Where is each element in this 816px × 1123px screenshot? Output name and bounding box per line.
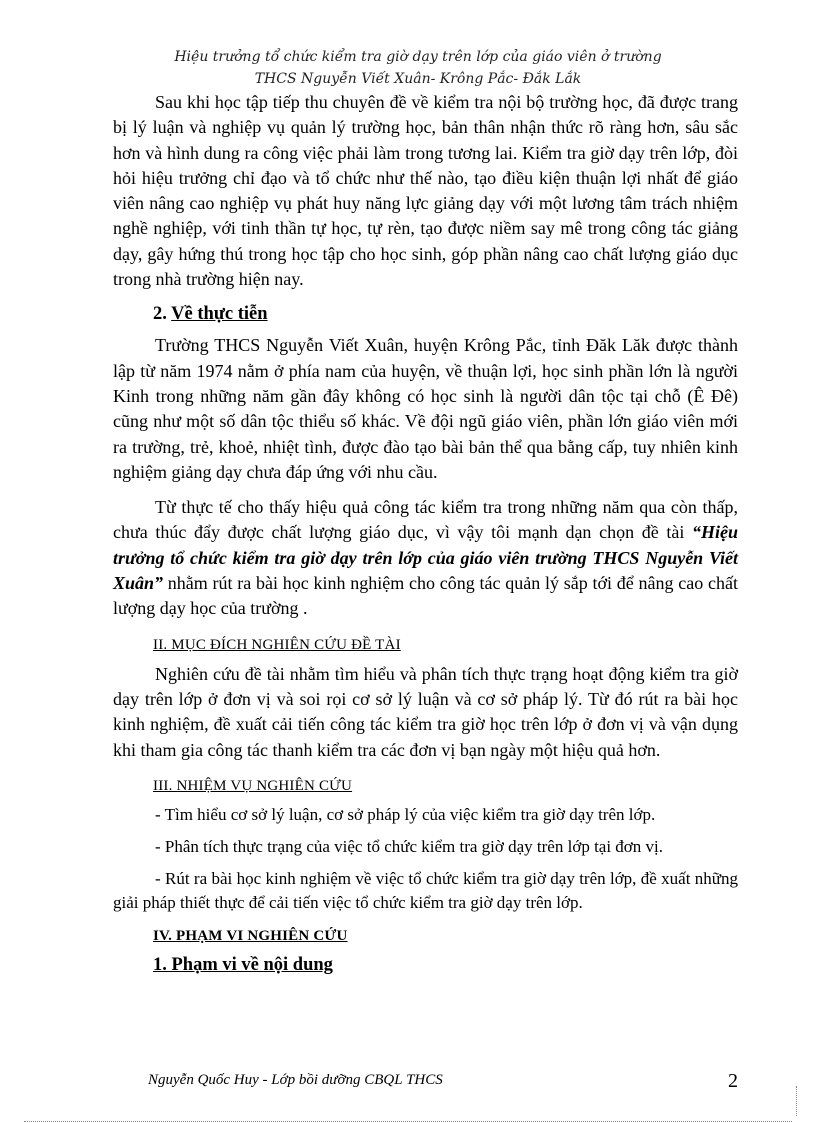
section-practice-heading xyxy=(153,302,738,327)
bottom-dotted-border xyxy=(24,1121,792,1122)
reason-text-before: Từ thực tế cho thấy hiệu quả công tác kiểm tra trong những năm qua còn thấp, chưa thúc đẩy được chất lượng giáo dục, vì vậy tôi mạnh dạn chọn đề tài xyxy=(113,497,738,543)
page-footer xyxy=(148,1070,738,1096)
task-item: - Tìm hiểu cơ sở lý luận, cơ sở pháp lý của việc kiểm tra giờ dạy trên lớp. xyxy=(155,804,656,824)
task-item: - Rút ra bài học kinh nghiệm về việc tổ chức kiểm tra giờ dạy trên lớp, đề xuất những giải pháp thiết thực để cải tiến việc tổ chức kiểm tra giờ dạy trên lớp. xyxy=(113,868,738,912)
intro-paragraph: Sau khi học tập tiếp thu chuyên đề về kiểm tra nội bộ trường học, đã được trang bị lý luận và nghiệp vụ quản lý trường học, bản thân nhận thức rõ ràng hơn, sâu sắc hơn và hình dung ra công việc phải làm trong tương lai. Kiểm tra giờ dạy trên lớp, đòi hỏi hiệu trưởng chỉ đạo và tổ chức như thế nào, tạo điều kiện thuận lợi nhất để giáo viên nâng cao nghiệp vụ phát huy năng lực giảng dạy với một lương tâm trách nhiệm nghề nghiệp, với tinh thần tự học, tự rèn, tạo được niềm say mê trong công tác giảng dạy, gây hứng thú trong học tập cho học sinh, góp phần nâng cao chất lượng giáo dục trong nhà trường hiện nay. xyxy=(113,92,738,290)
page-number: 2 xyxy=(728,1070,738,1092)
thesis-title: “Hiệu trưởng tổ chức kiểm tra giờ dạy trên lớp của giáo viên trường THCS Nguyễn Viết Xuân” xyxy=(113,522,738,594)
purpose-paragraph: Nghiên cứu đề tài nhằm tìm hiểu và phân tích thực trạng hoạt động kiểm tra giờ dạy trên lớp ở đơn vị và soi rọi cơ sở lý luận và cơ sở pháp lý. Từ đó rút ra bài học kinh nghiệm, đề xuất cải tiến công tác kiểm tra giờ học trên lớp ở đơn vị và vận dụng khi tham gia công tác thanh kiểm tra các đơn vị bạn ngày một hiệu quả hơn. xyxy=(113,663,738,760)
task-item: - Phân tích thực trạng của việc tổ chức kiểm tra giờ dạy trên lớp tại đơn vị. xyxy=(155,836,664,856)
section-ii-heading: II. MỤC ĐÍCH NGHIÊN CỨU ĐỀ TÀI xyxy=(153,636,401,653)
running-header xyxy=(140,46,696,90)
reason-paragraph xyxy=(113,495,738,621)
section-iv-heading: IV. PHẠM VI NGHIÊN CỨU xyxy=(153,927,348,944)
page-body xyxy=(113,90,738,984)
header-line-1: Hiệu trưởng tổ chức kiểm tra giờ dạy trên lớp của giáo viên ở trường xyxy=(174,49,662,65)
right-dotted-border xyxy=(796,1086,797,1116)
footer-author: Nguyễn Quốc Huy - Lớp bồi dưỡng CBQL THCS xyxy=(148,1072,443,1088)
header-line-2: THCS Nguyễn Viết Xuân- Krông Pắc- Đắk Lắk xyxy=(254,71,582,87)
section-practice-number: 2. xyxy=(153,304,172,325)
practice-paragraph: Trường THCS Nguyễn Viết Xuân, huyện Krông Pắc, tỉnh Đăk Lăk được thành lập từ năm 1974 nằm ở phía nam của huyện, về thuận lợi, học sinh phần lớn là người Kinh trong những năm gần đây không có học sinh là người dân tộc tại chỗ (Ê Đê) cũng như một số dân tộc thiểu số khác. Về đội ngũ giáo viên, phần lớn giáo viên mới ra trường, trẻ, khoẻ, nhiệt tình, được đào tạo bài bản thể qua bằng cấp, tuy nhiên kinh nghiệm giảng dạy chưa đáp ứng với nhu cầu. xyxy=(113,335,738,482)
reason-text-after: nhằm rút ra bài học kinh nghiệm cho công tác quản lý sắp tới để nâng cao chất lượng dạy học của trường . xyxy=(113,573,738,619)
subsection-1-heading xyxy=(153,953,738,978)
subsection-1-title: 1. Phạm vi về nội dung xyxy=(153,954,333,975)
section-iii-heading: III. NHIỆM VỤ NGHIÊN CỨU xyxy=(153,777,353,794)
section-practice-title: Về thực tiễn xyxy=(171,304,268,325)
